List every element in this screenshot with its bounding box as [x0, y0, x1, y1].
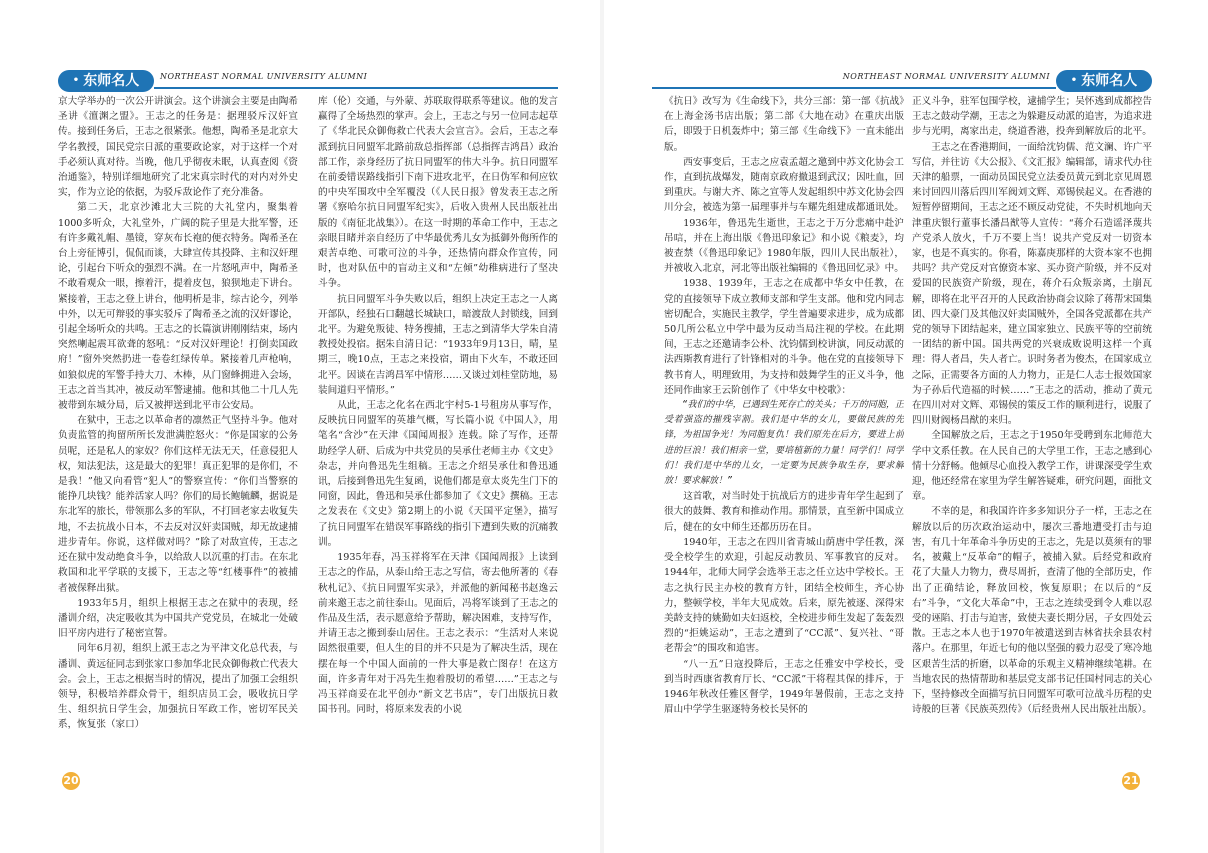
header-rule	[652, 87, 1056, 89]
paragraph: 1938、1939年，王志之在成都中华女中任教，在党的直接领导下成立教师支部和学生支部。他和党内同志密切配合，实施民主教学，学生普遍要求进步，成为成都50几所公私立中学中最为反动当局注视的学校。在此期间，王志之还邀请李公朴、沈钧儒到校讲演，同反动派的法西斯教育进行了针锋相对的斗争。他在党的直接领导下教书育人，明理致用，为支持和鼓舞学生的正义斗争，他还同作曲家王云阶创作了《中华女中校歌》：	[664, 278, 904, 396]
text-column	[912, 94, 1152, 774]
paragraph: 1936年，鲁迅先生逝世，王志之于万分悲痛中赴沪吊唁，并在上海出版《鲁迅印象记》和小说《粮麦》，均被查禁（《鲁迅印象记》1980年版，四川人民出版社），并被收入北京，河北等出版社编辑的《鲁迅回忆录》中。	[664, 217, 904, 275]
section-tag	[1056, 70, 1152, 92]
page-number: 20	[62, 772, 80, 790]
section-title: 东师名人	[1081, 73, 1138, 89]
paragraph: 抗日同盟军斗争失败以后，组织上决定王志之一人离开部队，经独石口翻越长城缺口，暗渡敌人封锁线，回到北平。为避免叛徒、特务搜捕，王志之到清华大学朱自清教授处投宿。据朱自清日记：“1933年9月13日，晴，星期三，晚10点，王志之来投宿，谓由下火车，不敢还回北平。因谈在吉鸿昌军中情形……又谈过刘桂堂防地，易装间道归平情形。”	[318, 293, 558, 396]
journal-name: NORTHEAST NORMAL UNIVERSITY ALUMNI	[842, 72, 1050, 81]
page-header	[652, 70, 1152, 92]
header-rule	[154, 87, 558, 89]
text-column	[318, 94, 558, 774]
paragraph: 《抗日》改写为《生命线下》，共分三部：第一部《抗战》在上海金汤书店出版；第二部《大地在动》在重庆出版后，即毁于日机轰炸中；第三部《生命线下》一直未能出版。	[664, 96, 904, 153]
paragraph: 在狱中，王志之以革命者的凛然正气坚持斗争。他对负责监管的拘留所所长发泄满腔怒火：“你是国家的公务员呢，还是私人的家奴？你们这样无法无天，任意侵犯人权，知法犯法，这是最大的犯罪！真正犯罪的是你们，不是我！”他又向看管“犯人”的警察宣传：“你们当警察的能挣几块钱？能养活家人吗？你们的局长鲍毓麟，据说是东北军的旅长，带领那么多的军队，不打回老家去收复失地，不去抗战小日本，不去反对汉奸卖国贼，却无故逮捕进步青年。你说，这样做对吗？”除了对敌宣传，王志之还在狱中发动绝食斗争，以给敌人以沉重的打击。在东北救国和北平学联的支援下，王志之等“红楼事件”的被捕者被保释出狱。	[58, 415, 298, 594]
section-tag	[58, 70, 154, 92]
paragraph: 1935年春，冯玉祥将军在天津《国闻周报》上读到王志之的作品，从泰山给王志之写信，寄去他所著的《春秋札记》、《抗日同盟军实录》，并派他的新闻秘书赵逸云前来邀王志之前往泰山。见面后，冯将军谈到了王志之的作品及生活，表示愿意给予帮助，解决困难，支持写作，并请王志之搬到泰山居住。王志之表示：“生活对人来说固然很重要，但人生的目的并不只是为了解决生活，现在摆在每一个中国人面前的一件大事是救亡图存！在这方面，许多青年对于冯先生抱着殷切的希望……”王志之与冯玉祥商妥在北平创办“新文艺书店”，专门出版抗日救国书刊。同时，将原来发表的小说	[318, 552, 558, 716]
paragraph: “我们的中华，已遇到生死存亡的关头；千万的同胞，正受着强盗的摧残宰割。我们是中华的女儿，要做民族的先锋，为祖国争光！为同胞复仇！我们原先在后方，要进上前进的巨浪！我们相亲一堂，要培植新的力量！同学们！同学们！我们是中华的儿女，一定要为民族争取生存，要求解放！要求解放！”	[664, 400, 904, 487]
paragraph: 同年6月初，组织上派王志之为平津文化总代表，与潘训、黄远征同志到张家口参加华北民众御侮救亡代表大会。会上，王志之根据当时的情况，提出了加强工会组织领导，积极培养群众骨干，组织店员工会，吸收抗日学生、组织抗日学生会，加强抗日军政工作，密切军民关系，恢复张（家口）	[58, 643, 298, 731]
paragraph: 这首歌，对当时处于抗战后方的进步青年学生起到了很大的鼓舞、教育和推动作用。那情景，直至新中国成立后，健在的女中师生还都历历在目。	[664, 491, 904, 533]
page-header	[58, 70, 558, 92]
paragraph: 京大学举办的一次公开讲演会。这个讲演会主要是由陶希圣讲《澶渊之盟》。王志之的任务是：据理驳斥汉奸宣传。接到任务后，王志之很紧张。他想，陶希圣是北京大学名教授，国民党宗日派的重要政论家，对于这样一个对手必须认真对待。当晚，他几乎彻夜未眠，认真查阅《资治通鉴》，特别详细地研究了北宋真宗时代的对内对外史实，作为立论的依据，为驳斥敌论作了充分准备。	[58, 96, 298, 199]
paragraph: 西安事变后，王志之应袁孟超之邀到中苏文化协会工作，直到抗战爆发，随南京政府撤退到武汉；因吐血，回到重庆。与谢大齐、陈之宣等人发起组织中苏文化协会四川分会，被选为第一届理事并与车耀先组建成都通讯处。	[664, 156, 904, 214]
journal-name: NORTHEAST NORMAL UNIVERSITY ALUMNI	[160, 72, 368, 81]
paragraph: 库（伦）交通，与外蒙、苏联取得联系等建议。他的发言赢得了全场热烈的掌声。会上，王志之与另一位同志起草了《华北民众御侮救亡代表大会宣言》。会后，王志之奉派到抗日同盟军北路前敌总指挥部（总指挥吉鸿昌）政治部工作，亲身经历了抗日同盟军的伟大斗争。抗日同盟军在前委错误路线指引下南下进攻北平，在日伪军和何应钦的中央军围攻中全军覆没（《人民日报》曾发表王志之所署《察哈尔抗日同盟军纪实》，后收入贵州人民出版社出版的《南征北战集》）。在这一时期的革命工作中，王志之亲眼目睹并亲自经历了中华最优秀儿女为抵御外侮所作的艰苦卓绝、可歌可泣的斗争，还热情向群众作宣传，同时，也对队伍中的盲动主义和“左倾”幼稚病进行了坚决斗争。	[318, 96, 558, 290]
paragraph: 王志之在香港期间，一面给沈钧儒、范文澜、许广平写信，并往访《大公报》、《文汇报》编辑部，请求代办往天津的船票，一面动员国民党立法委员黄元到北京见周恩来讨回四川落后四川军阀刘文辉、邓锡侯起义。在香港的短暂停留期间，王志之还不顾反动党徒，不失时机地向天津重庆银行董事长潘昌猷等人宣传：“蒋介石造谣泽蔑共产党杀人放火，千万不要上当！说共产党反对一切资本家，也是不真实的。你看，陈嘉庚那样的大资本家不也拥共吗？共产党反对官僚资本家、买办资产阶级，并不反对爱国的民族资产阶级，现在，蒋介石众叛亲离，土崩瓦解，即将在北平召开的人民政治协商会议除了蒋帮宋国集团、四大豪门及其他汉奸卖国贼外，全国各党派都在共产党的领导下团结起来，建立国家独立、民族平等的空前统一团结的新中国。国共两党的兴衰成败说明这样一个真理：得人者昌，失人者亡。识时务者为俊杰，在国家成立之际，正需要各方面的人力物力，正是仁人志士报效国家为子孙后代造福的时候……”王志之的活动，推动了黄元在四川对对文辉、邓锡侯的策反工作的顺利进行，说服了四川财阀杨昌猷的来归。	[912, 141, 1152, 427]
right-page	[604, 0, 1208, 853]
text-column	[58, 94, 298, 774]
bullet-dot-icon: •	[72, 75, 80, 86]
paragraph: 1933年5月，组织上根据王志之在狱中的表现，经潘训介绍，决定吸收其为中国共产党党员，在城北一处破旧平房内进行了秘密宣誓。	[58, 597, 298, 640]
paragraph: “八一五”日寇投降后，王志之任雅安中学校长，受到当时西康省教育厅长、“CC派”干将程其保的排斥，于1946年秋改任雅区督学，1949年暑假前，王志之支持眉山中学学生驱逐特务校长吴怀的	[664, 658, 904, 716]
paragraph: 全国解放之后，王志之于1950年受聘到东北师范大学中文系任教。在人民自己的大学里工作，王志之感到心情十分舒畅。他倾尽心血投入教学工作，讲课深受学生欢迎，他还经常在家里为学生解答疑难，研究问题，面批文章。	[912, 430, 1152, 503]
paragraph: 从此，王志之化名在西北宇村5-1号租房从事写作，反映抗日同盟军的英雄气概，写长篇小说《中国人》，用笔名“含沙”在天津《国闻周报》连载。除了写作，还帮助经学人研、后成为中共党员的吴承仕老师主办《文史》杂志，并向鲁迅先生组稿。王志之介绍吴承仕和鲁迅通讯，后接到鲁迅先生复函，说他们都是章太炎先生门下的同窗，因此，鲁迅和吴承仕都参加了《文史》撰稿。王志之发表在《文史》第2期上的小说《天国平定堡》，描写了抗日同盟军在错误军事路线的指引下遭到失败的沉痛教训。	[318, 400, 558, 548]
bullet-dot-icon: •	[1070, 75, 1078, 86]
paragraph: 正义斗争，驻军包围学校，逮捕学生；吴怀逃到成都控告王志之鼓动学潮，王志之为躲避反动派的追害，为追求进步与光明，离家出走，绕道香港，投奔到解放后的北平。	[912, 96, 1152, 138]
section-title: 东师名人	[83, 73, 140, 89]
text-column	[664, 94, 904, 774]
paragraph: 不幸的是，和我国许许多多知识分子一样，王志之在解放以后的历次政治运动中，屡次三番地遭受打击与迫害，有几十年革命斗争历史的王志之，先是以莫须有的罪名，被戴上“反革命”的帽子，被捕入狱。后经党和政府花了大量人力物力，费尽周折，查清了他的全部历史，作出了正确结论，释放回校，恢复原职；在以后的“反右”斗争，“文化大革命”中，王志之连续受到令人难以忍受的诬陷、打击与迫害，致使夫妻长期分居，子女四处云散。王志之本人也于1970年被遣送到吉林省扶余县农村落户。在那里，年近七旬的他以坚强的毅力忍受了寒冷地区艰苦生活的折磨，以革命的乐观主义精神继续笔耕。在当地农民的热情帮助和基层党支部书记任国村同志的关心下，坚持修改全面描写抗日同盟军可歌可泣战斗历程的史诗般的巨著《民族英烈传》（后经贵州人民出版社出版）。	[912, 506, 1152, 716]
paragraph: 第二天，北京沙滩北大三院的大礼堂内，聚集着1000多听众，大礼堂外，广阔的院子里是大批军警，还有许多戴礼帽、墨镜，穿灰布长袍的便衣特务。陶希圣在台上旁征博引，侃侃而谈，大肆宣传其投降、主和汉奸理论，引起台下听众的强烈不满。在一片怒吼声中，陶希圣不敢看观众一眼，擦着汗，提着皮包，狼狈地走下讲台。紧接着，王志之登上讲台，他明析是非，综古论今，列举中外，以无可辩驳的事实驳斥了陶希圣之流的汉奸谬论，引起全场听众的共鸣。王志之的长篇演讲刚刚结束，场内突然喇起震耳欲聋的怒吼：“反对汉奸理论！打倒卖国政府！”窗外突然扔进一卷卷红绿传单。紧接着几声枪响，如狼似虎的军警手持大刀、木棒，从门窗蜂拥进入会场，王志之首当其冲，被反动军警逮捕。他和其他二十几人先被带到东城分局，后又被押送到北平市公安局。	[58, 202, 298, 412]
paragraph: 1940年，王志之在四川省青城山荫唐中学任教，深受全校学生的欢迎，引起反动教员、军事教官的反对。1944年，北师大同学会选举王志之任立达中学校长。王志之执行民主办校的教育方针，团结全校师生，齐心协力，整顿学校，半年大见成效。后来，原先被逐、深得宋美龄支持的姚勤如夫妇返校，全校进步师生发起了轰轰烈烈的“拒姚运动”，王志之遭到了“CC派”、复兴社、“哥老帮会”的围攻和追害。	[664, 536, 904, 655]
page-number: 21	[1122, 772, 1140, 790]
